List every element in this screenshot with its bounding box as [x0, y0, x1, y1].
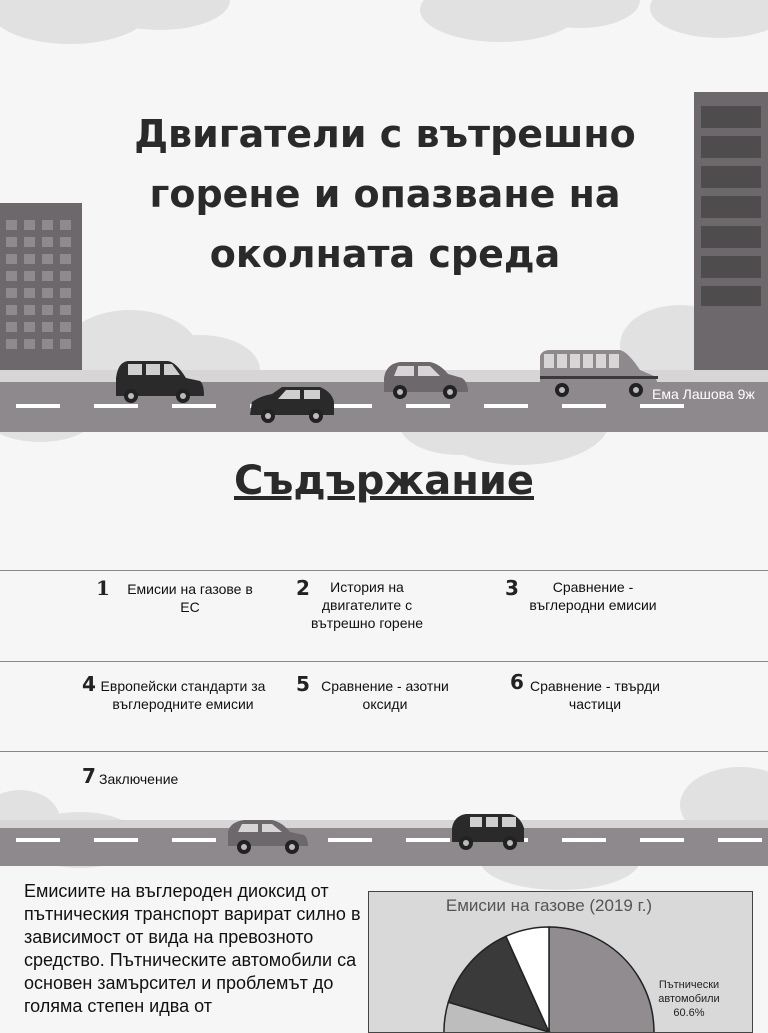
- contents-heading: Съдържание: [234, 458, 534, 504]
- pie-chart: [368, 891, 753, 1033]
- toc-number: 6: [510, 670, 524, 694]
- toc-number: 2: [296, 576, 310, 600]
- page-title: Двигатели с вътрешно горене и опазване на околната среда: [134, 112, 636, 276]
- slice-label: Пътнически автомобили 60.6%: [658, 979, 720, 1019]
- left-building: [0, 203, 82, 375]
- toc-item-label[interactable]: Сравнение - въглеродни емисии: [529, 579, 657, 613]
- divider: [0, 751, 768, 752]
- right-building: [694, 92, 768, 382]
- toc-number: 3: [505, 576, 519, 600]
- toc-item-label[interactable]: История на двигателите с вътрешно горене: [310, 579, 424, 631]
- toc-number: 4: [82, 672, 96, 696]
- divider: [0, 661, 768, 662]
- chart-title: Емисии на газове (2019 г.): [445, 896, 653, 915]
- toc-item-label[interactable]: Сравнение - твърди частици: [529, 678, 660, 712]
- body-paragraph: Емисиите на въглероден диоксид от пътническия транспорт варират силно в зависимост от вида на превозното средство. Пътническите автомобили са основен замърсител и проблемът до голяма степен идва от: [24, 881, 361, 1016]
- lower-road: [0, 820, 768, 866]
- toc-number: 5: [296, 672, 310, 696]
- divider: [0, 570, 768, 571]
- author-name: Ема Лашова 9ж: [652, 386, 755, 402]
- toc-item-label[interactable]: Емисии на газове в ЕС: [127, 581, 253, 615]
- toc-item-label[interactable]: Европейски стандарти за въглеродните емисии: [100, 678, 266, 712]
- toc-number: 7: [82, 764, 96, 788]
- toc-item-label[interactable]: Заключение: [99, 771, 179, 787]
- toc-number: 1: [96, 576, 110, 600]
- toc-item-label[interactable]: Сравнение - азотни оксиди: [321, 678, 449, 712]
